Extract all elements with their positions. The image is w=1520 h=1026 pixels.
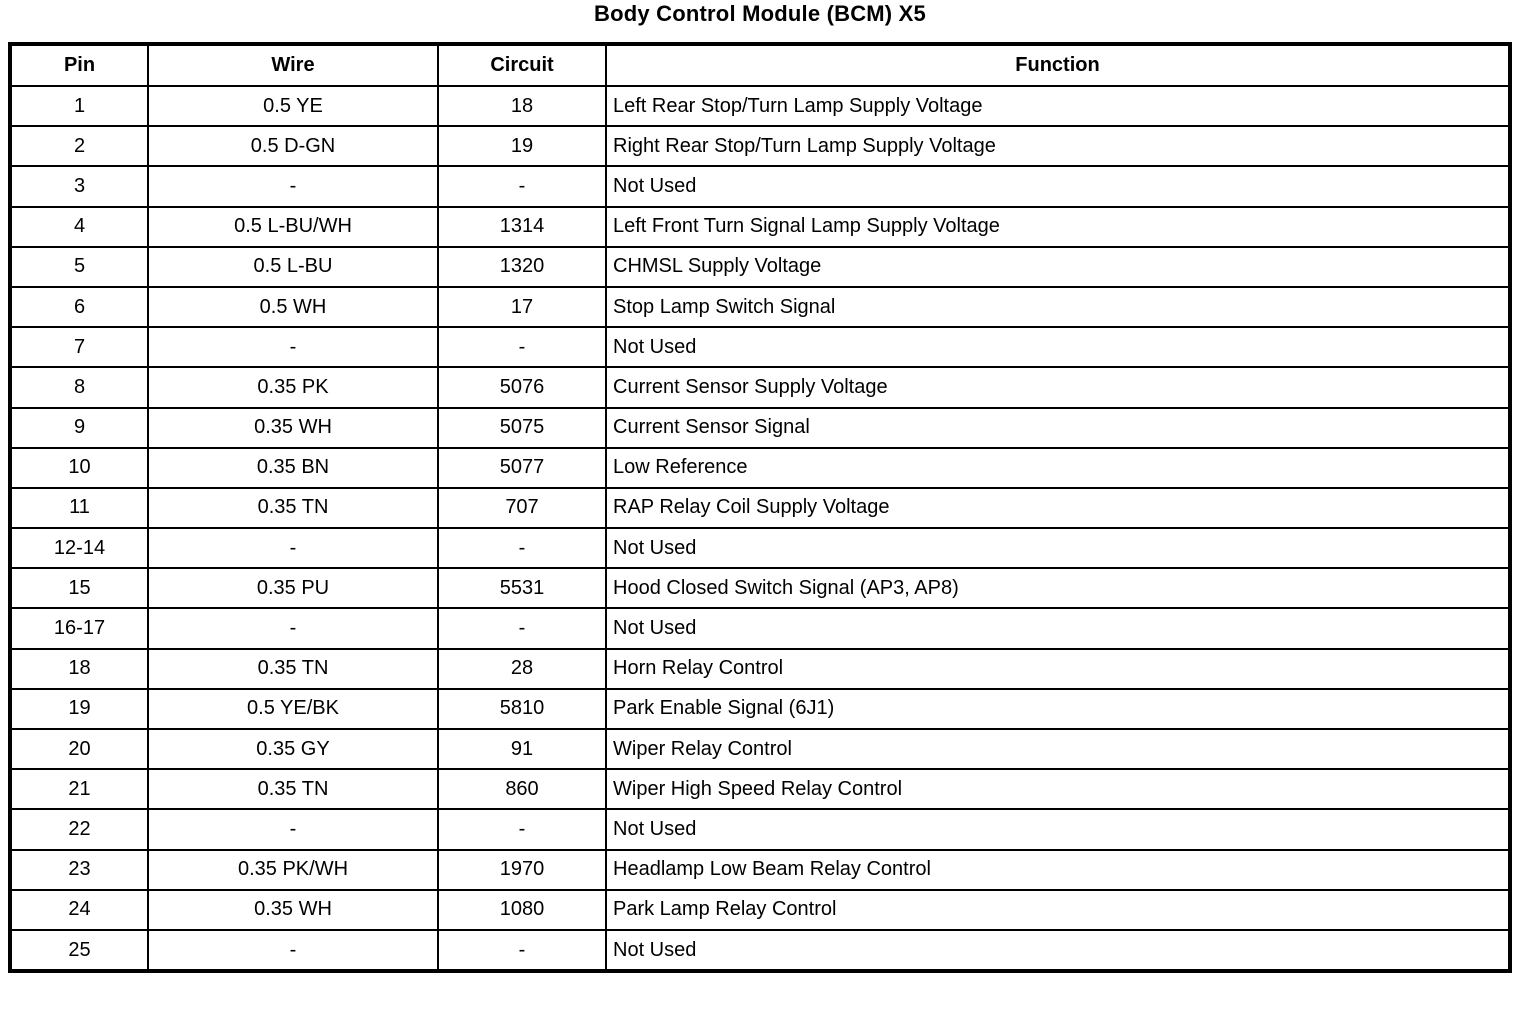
wire-cell: - — [148, 327, 438, 367]
page-title: Body Control Module (BCM) X5 — [594, 1, 926, 26]
pin-cell: 12-14 — [10, 528, 148, 568]
pin-cell: 22 — [10, 809, 148, 849]
function-cell: Left Rear Stop/Turn Lamp Supply Voltage — [606, 86, 1510, 126]
table-row — [10, 367, 1510, 407]
table-row — [10, 287, 1510, 327]
table-row — [10, 408, 1510, 448]
circuit-cell: 28 — [438, 649, 606, 689]
circuit-cell: 860 — [438, 769, 606, 809]
table-row — [10, 86, 1510, 126]
wire-cell: - — [148, 608, 438, 648]
wire-cell: 0.35 WH — [148, 408, 438, 448]
circuit-cell: - — [438, 327, 606, 367]
function-cell: Park Enable Signal (6J1) — [606, 689, 1510, 729]
table-row — [10, 930, 1510, 971]
function-cell: Headlamp Low Beam Relay Control — [606, 850, 1510, 890]
pinout-table — [8, 42, 1512, 973]
wire-cell: 0.5 WH — [148, 287, 438, 327]
circuit-cell: - — [438, 528, 606, 568]
table-row — [10, 649, 1510, 689]
function-cell: Left Front Turn Signal Lamp Supply Voltage — [606, 207, 1510, 247]
circuit-cell: 1080 — [438, 890, 606, 930]
wire-cell: 0.35 TN — [148, 488, 438, 528]
pin-cell: 19 — [10, 689, 148, 729]
function-cell: Low Reference — [606, 448, 1510, 488]
wire-cell: 0.35 TN — [148, 769, 438, 809]
function-cell: Not Used — [606, 166, 1510, 206]
function-cell: Hood Closed Switch Signal (AP3, AP8) — [606, 568, 1510, 608]
table-row — [10, 769, 1510, 809]
pin-cell: 16-17 — [10, 608, 148, 648]
pin-cell: 9 — [10, 408, 148, 448]
pin-cell: 1 — [10, 86, 148, 126]
pin-cell: 4 — [10, 207, 148, 247]
pin-cell: 3 — [10, 166, 148, 206]
function-cell: Park Lamp Relay Control — [606, 890, 1510, 930]
function-cell: Not Used — [606, 608, 1510, 648]
table-row — [10, 207, 1510, 247]
pin-cell: 24 — [10, 890, 148, 930]
circuit-cell: 1314 — [438, 207, 606, 247]
wire-cell: 0.35 WH — [148, 890, 438, 930]
circuit-cell: 1320 — [438, 247, 606, 287]
circuit-cell: 5075 — [438, 408, 606, 448]
circuit-cell: 707 — [438, 488, 606, 528]
function-cell: Not Used — [606, 809, 1510, 849]
pin-cell: 21 — [10, 769, 148, 809]
wire-cell: - — [148, 809, 438, 849]
function-cell: Wiper High Speed Relay Control — [606, 769, 1510, 809]
wire-cell: 0.5 L-BU/WH — [148, 207, 438, 247]
pin-cell: 7 — [10, 327, 148, 367]
wire-cell: - — [148, 930, 438, 971]
header-row — [10, 44, 1510, 86]
function-cell: Current Sensor Signal — [606, 408, 1510, 448]
wire-cell: 0.35 GY — [148, 729, 438, 769]
wire-cell: 0.35 TN — [148, 649, 438, 689]
function-cell: CHMSL Supply Voltage — [606, 247, 1510, 287]
circuit-cell: - — [438, 166, 606, 206]
circuit-cell: 1970 — [438, 850, 606, 890]
table-row — [10, 568, 1510, 608]
table-body — [10, 86, 1510, 971]
circuit-cell: 5077 — [438, 448, 606, 488]
pin-cell: 11 — [10, 488, 148, 528]
wire-cell: 0.35 PK/WH — [148, 850, 438, 890]
wire-cell: 0.5 L-BU — [148, 247, 438, 287]
function-cell: Not Used — [606, 930, 1510, 971]
table-row — [10, 166, 1510, 206]
circuit-cell: 5810 — [438, 689, 606, 729]
table-row — [10, 689, 1510, 729]
pin-cell: 5 — [10, 247, 148, 287]
wire-cell: 0.5 YE/BK — [148, 689, 438, 729]
function-cell: RAP Relay Coil Supply Voltage — [606, 488, 1510, 528]
circuit-cell: 5531 — [438, 568, 606, 608]
table-row — [10, 850, 1510, 890]
table-row — [10, 126, 1510, 166]
header-pin: Pin — [10, 44, 148, 86]
table-row — [10, 809, 1510, 849]
circuit-cell: 91 — [438, 729, 606, 769]
wire-cell: 0.35 BN — [148, 448, 438, 488]
table-row — [10, 729, 1510, 769]
circuit-cell: - — [438, 608, 606, 648]
table-row — [10, 488, 1510, 528]
table-row — [10, 448, 1510, 488]
circuit-cell: 19 — [438, 126, 606, 166]
table-row — [10, 327, 1510, 367]
pin-cell: 10 — [10, 448, 148, 488]
circuit-cell: - — [438, 930, 606, 971]
circuit-cell: 18 — [438, 86, 606, 126]
pin-cell: 18 — [10, 649, 148, 689]
function-cell: Not Used — [606, 528, 1510, 568]
function-cell: Current Sensor Supply Voltage — [606, 367, 1510, 407]
wire-cell: 0.35 PU — [148, 568, 438, 608]
header-function: Function — [606, 44, 1510, 86]
pin-cell: 23 — [10, 850, 148, 890]
pin-cell: 6 — [10, 287, 148, 327]
header-wire: Wire — [148, 44, 438, 86]
function-cell: Not Used — [606, 327, 1510, 367]
function-cell: Horn Relay Control — [606, 649, 1510, 689]
pin-cell: 2 — [10, 126, 148, 166]
circuit-cell: 17 — [438, 287, 606, 327]
wire-cell: - — [148, 528, 438, 568]
function-cell: Right Rear Stop/Turn Lamp Supply Voltage — [606, 126, 1510, 166]
table-row — [10, 528, 1510, 568]
circuit-cell: 5076 — [438, 367, 606, 407]
pin-cell: 8 — [10, 367, 148, 407]
table-header — [10, 44, 1510, 86]
pin-cell: 20 — [10, 729, 148, 769]
wire-cell: 0.5 YE — [148, 86, 438, 126]
table-row — [10, 247, 1510, 287]
function-cell: Stop Lamp Switch Signal — [606, 287, 1510, 327]
wire-cell: - — [148, 166, 438, 206]
function-cell: Wiper Relay Control — [606, 729, 1510, 769]
circuit-cell: - — [438, 809, 606, 849]
header-circuit: Circuit — [438, 44, 606, 86]
pin-cell: 25 — [10, 930, 148, 971]
table-row — [10, 890, 1510, 930]
pin-cell: 15 — [10, 568, 148, 608]
table-row — [10, 608, 1510, 648]
wire-cell: 0.35 PK — [148, 367, 438, 407]
wire-cell: 0.5 D-GN — [148, 126, 438, 166]
